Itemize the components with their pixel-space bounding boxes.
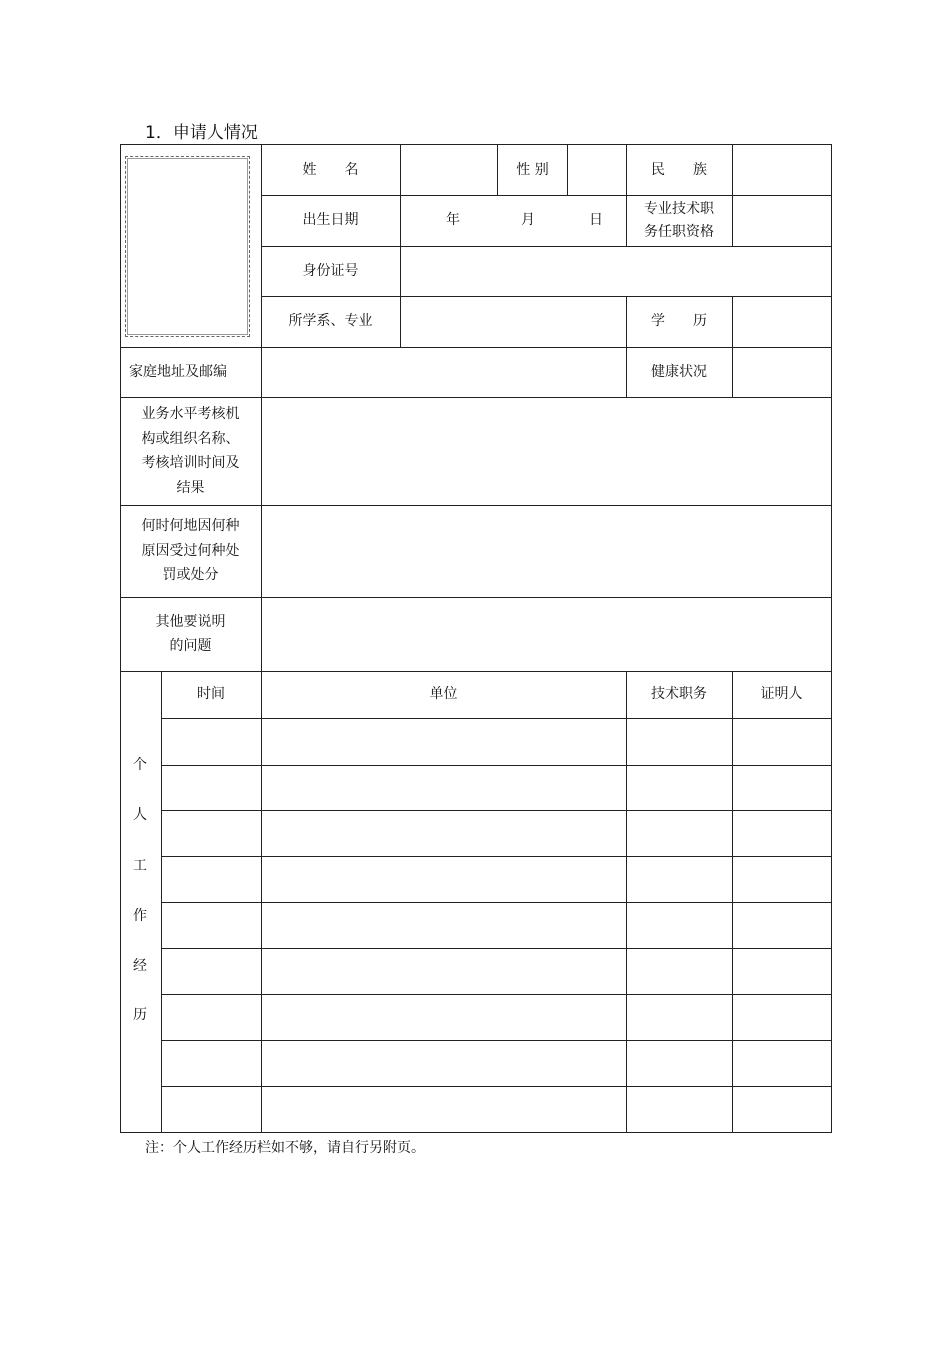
side-label-char: 工 xyxy=(133,858,147,874)
birth-date-label: 出生日期 xyxy=(302,212,359,229)
row-divider xyxy=(120,597,831,598)
gender-field[interactable] xyxy=(568,146,625,194)
row-divider xyxy=(120,347,831,348)
col-witness-header: 证明人 xyxy=(760,686,803,703)
name-field[interactable] xyxy=(401,146,497,194)
col-time-header: 时间 xyxy=(197,686,225,703)
side-label-char: 作 xyxy=(133,908,147,924)
punishment-field[interactable] xyxy=(262,506,830,596)
side-label-char: 经 xyxy=(133,958,147,974)
other-issues-field[interactable] xyxy=(262,598,830,670)
assessment-field[interactable] xyxy=(262,398,830,504)
id-number-field[interactable] xyxy=(401,247,830,295)
other-issues-label: 其他要说明 的问题 xyxy=(155,613,226,654)
year-label: 年 xyxy=(446,212,460,229)
name-label: 姓 名 xyxy=(302,161,359,178)
photo-box[interactable] xyxy=(125,156,250,337)
education-field[interactable] xyxy=(733,297,830,346)
title-qualification-label: 专业技术职 务任职资格 xyxy=(644,201,714,240)
section-heading: 1．申请人情况 xyxy=(145,123,258,143)
address-label: 家庭地址及邮编 xyxy=(129,363,227,380)
table-border-bottom xyxy=(120,1132,831,1133)
row-divider xyxy=(120,505,831,506)
table-border-top xyxy=(120,144,831,145)
col-divider xyxy=(626,144,627,246)
title-qualification-field[interactable] xyxy=(733,196,830,245)
col-divider xyxy=(400,144,401,347)
ethnicity-label: 民 族 xyxy=(651,161,707,178)
ethnicity-field[interactable] xyxy=(733,146,830,194)
address-field[interactable] xyxy=(262,348,625,396)
col-divider xyxy=(567,144,568,195)
table-border-right xyxy=(831,144,832,1133)
col-divider xyxy=(161,671,162,1133)
punishment-label: 何时何地因何种 原因受过何种处 罚或处分 xyxy=(141,518,240,584)
department-major-label: 所学系、专业 xyxy=(288,313,373,330)
col-divider xyxy=(732,671,733,1133)
side-label-char: 人 xyxy=(133,807,147,823)
month-label: 月 xyxy=(521,212,535,229)
col-divider xyxy=(732,144,733,246)
row-divider xyxy=(261,246,831,247)
col-divider xyxy=(626,671,627,1133)
col-divider xyxy=(261,144,262,347)
assessment-label: 业务水平考核机 构或组织名称、 考核培训时间及 结果 xyxy=(141,406,240,496)
health-field[interactable] xyxy=(733,348,830,396)
col-divider xyxy=(626,296,627,397)
footnote: 注：个人工作经历栏如不够，请自行另附页。 xyxy=(145,1140,425,1156)
col-position-header: 技术职务 xyxy=(651,686,707,703)
education-label: 学 历 xyxy=(651,313,707,330)
side-label-char: 个 xyxy=(133,757,147,773)
col-divider xyxy=(497,144,498,195)
day-label: 日 xyxy=(589,212,603,229)
row-divider xyxy=(261,195,831,196)
row-divider xyxy=(261,296,831,297)
department-major-field[interactable] xyxy=(401,297,625,346)
col-divider xyxy=(732,296,733,397)
side-label-char: 历 xyxy=(133,1007,147,1023)
col-unit-header: 单位 xyxy=(429,686,458,703)
col-divider xyxy=(261,347,262,1133)
gender-label: 性 别 xyxy=(516,161,549,178)
row-divider xyxy=(120,397,831,398)
row-divider xyxy=(120,671,831,672)
health-label: 健康状况 xyxy=(651,363,707,380)
id-number-label: 身份证号 xyxy=(302,262,359,279)
table-border-left xyxy=(120,144,121,1133)
